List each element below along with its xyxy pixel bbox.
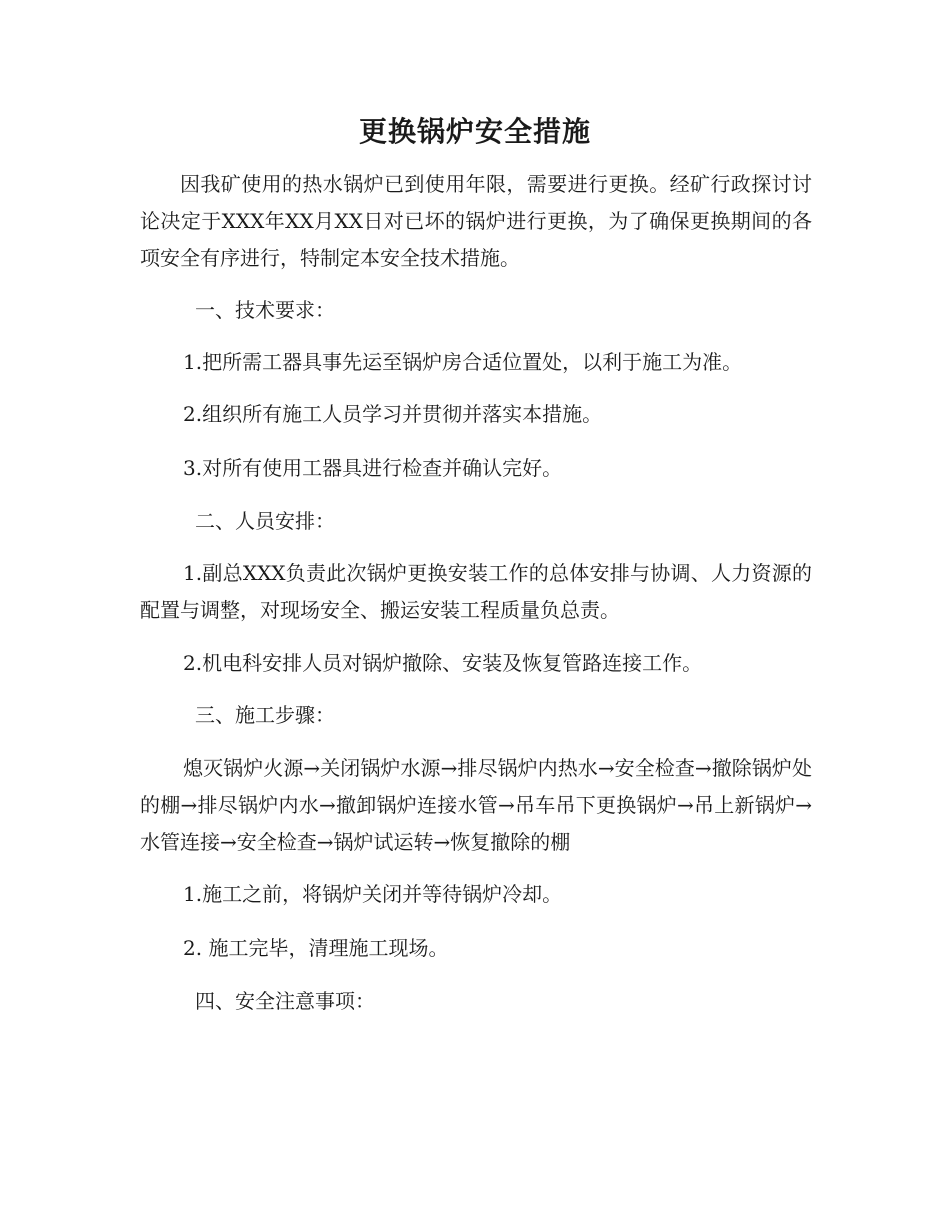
construction-flow-paragraph: 熄灭锅炉火源→关闭锅炉水源→排尽锅炉内热水→安全检查→撤除锅炉处的棚→排尽锅炉内水→撤卸锅炉连接水管→吊车吊下更换锅炉→吊上新锅炉→水管连接→安全检查→锅炉试运转→恢复撤除的棚: [140, 756, 812, 854]
list-item: 2.机电科安排人员对锅炉撤除、安装及恢复管路连接工作。: [183, 651, 703, 675]
list-item: 1.副总XXX负责此次锅炉更换安装工作的总体安排与协调、人力资源的配置与调整，对现场安全、搬运安装工程质量负总责。: [140, 561, 812, 622]
list-item: 3.对所有使用工器具进行检查并确认完好。: [183, 456, 563, 480]
list-item: 1.施工之前，将锅炉关闭并等待锅炉冷却。: [183, 882, 563, 906]
list-item: 1.把所需工器具事先运至锅炉房合适位置处，以利于施工为准。: [183, 350, 743, 374]
section-heading-construction-steps: 三、施工步骤：: [195, 703, 335, 727]
section-heading-personnel-arrangement: 二、人员安排：: [195, 509, 335, 533]
intro-paragraph: 因我矿使用的热水锅炉已到使用年限，需要进行更换。经矿行政探讨讨论决定于XXX年XX月XX日对已坏的锅炉进行更换，为了确保更换期间的各项安全有序进行，特制定本安全技术措施。: [140, 172, 812, 270]
section-heading-safety-notes: 四、安全注意事项：: [195, 989, 375, 1013]
section-heading-technical-requirements: 一、技术要求：: [195, 298, 335, 322]
list-item: 2. 施工完毕，清理施工现场。: [183, 936, 449, 960]
document-title: 更换锅炉安全措施: [358, 115, 591, 148]
list-item: 2.组织所有施工人员学习并贯彻并落实本措施。: [183, 402, 603, 426]
